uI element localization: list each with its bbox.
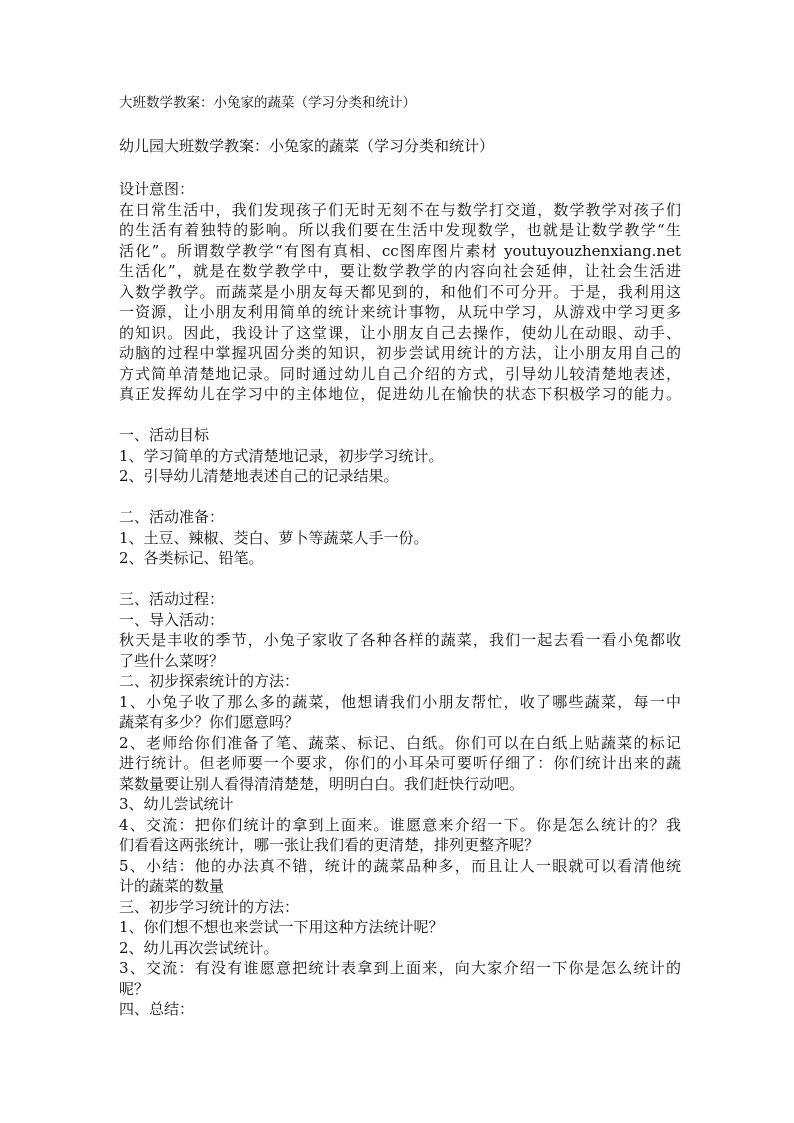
design-paragraph-line: 一资源，让小朋友利用简单的统计来统计事物，从玩中学习，从游戏中学习更多 bbox=[119, 303, 681, 321]
process-line: 蔬菜有多少？你们愿意吗？ bbox=[119, 713, 300, 731]
design-paragraph-line: 方式简单清楚地记录。同时通过幼儿自己介绍的方式，引导幼儿较清楚地表述， bbox=[119, 364, 681, 383]
process-line: 1、小兔子收了那么多的蔬菜，他想请我们小朋友帮忙，收了哪些蔬菜，每一中 bbox=[119, 692, 681, 711]
process-line: 2、幼儿再次尝试统计。 bbox=[119, 938, 279, 957]
process-line: 三、初步学习统计的方法： bbox=[119, 897, 300, 916]
process-line: 3、交流：有没有谁愿意把统计表拿到上面来，向大家介绍一下你是怎么统计的 bbox=[119, 959, 681, 977]
process-line: 进行统计。但老师要一个要求，你们的小耳朵可要听仔细了：你们统计出来的蔬 bbox=[119, 754, 681, 772]
design-paragraph-line: 入数学教学。而蔬菜是小朋友每天都见到的，和他们不可分开。于是，我利用这 bbox=[119, 282, 681, 301]
process-line: 二、初步探索统计的方法： bbox=[119, 672, 300, 690]
process-line: 5、小结：他的办法真不错，统计的蔬菜品种多，而且让人一眼就可以看清他统 bbox=[119, 856, 681, 875]
prep-item: 2、各类标记、铅笔。 bbox=[119, 549, 264, 567]
process-line: 2、老师给你们准备了笔、蔬菜、标记、白纸。你们可以在白纸上贴蔬菜的标记 bbox=[119, 733, 681, 752]
process-line: 四、总结： bbox=[119, 1000, 195, 1018]
document-content bbox=[119, 93, 681, 1018]
process-line: 3、幼儿尝试统计 bbox=[119, 795, 234, 813]
document-header-title: 大班数学教案：小兔家的蔬菜（学习分类和统计） bbox=[119, 95, 416, 111]
spacer bbox=[119, 569, 681, 590]
process-heading: 三、活动过程： bbox=[119, 590, 225, 608]
process-line: 们看看这两张统计，哪一张让我们看的更清楚，排列更整齐呢？ bbox=[119, 836, 540, 854]
process-line: 呢？ bbox=[119, 979, 150, 998]
spacer bbox=[119, 487, 681, 508]
process-line: 秋天是丰收的季节，小兔子家收了各种各样的蔬菜，我们一起去看一看小兔都收 bbox=[119, 631, 681, 649]
design-paragraph-line: 活化”。所谓数学教学“有图有真相、cc图库图片素材 youtuyouzhenxiang.net bbox=[119, 241, 681, 260]
design-heading: 设计意图： bbox=[119, 180, 195, 198]
design-paragraph-line: 生活化”，就是在数学教学中，要让数学教学的内容向社会延伸，让社会生活进 bbox=[119, 262, 681, 280]
process-line: 了些什么菜呀？ bbox=[119, 651, 225, 670]
process-line: 一、导入活动： bbox=[119, 610, 225, 629]
spacer bbox=[119, 405, 681, 426]
process-line: 4、交流：把你们统计的拿到上面来。谁愿意来介绍一下。你是怎么统计的？我 bbox=[119, 815, 681, 834]
design-paragraph-line: 的知识。因此，我设计了这堂课，让小朋友自己去操作，使幼儿在动眼、动手、 bbox=[119, 323, 681, 342]
prep-heading: 二、活动准备： bbox=[119, 508, 225, 526]
document-main-title: 幼儿园大班数学教案：小兔家的蔬菜（学习分类和统计） bbox=[119, 137, 495, 155]
design-paragraph-line: 动脑的过程中掌握巩固分类的知识，初步尝试用统计的方法，让小朋友用自己的 bbox=[119, 344, 681, 362]
design-paragraph-line: 的生活有着独特的影响。所以我们要在生活中发现数学，也就是让数学教学“生 bbox=[119, 221, 681, 239]
goal-item: 2、引导幼儿清楚地表述自己的记录结果。 bbox=[119, 467, 399, 485]
design-paragraph-line: 在日常生活中，我们发现孩子们无时无刻不在与数学打交道，数学教学对孩子们 bbox=[119, 200, 681, 219]
goals-heading: 一、活动目标 bbox=[119, 426, 210, 444]
design-paragraph-line: 真正发挥幼儿在学习中的主体地位，促进幼儿在愉快的状态下积极学习的能力。 bbox=[119, 385, 681, 403]
prep-item: 1、土豆、辣椒、茭白、萝卜等蔬菜人手一份。 bbox=[119, 528, 429, 547]
process-line: 菜数量要让别人看得清清楚楚，明明白白。我们赶快行动吧。 bbox=[119, 774, 525, 793]
process-line: 计的蔬菜的数量 bbox=[119, 877, 225, 895]
process-line: 1、你们想不想也来尝试一下用这种方法统计呢？ bbox=[119, 918, 444, 936]
goal-item: 1、学习简单的方式清楚地记录，初步学习统计。 bbox=[119, 446, 444, 465]
document-body bbox=[119, 179, 681, 1020]
